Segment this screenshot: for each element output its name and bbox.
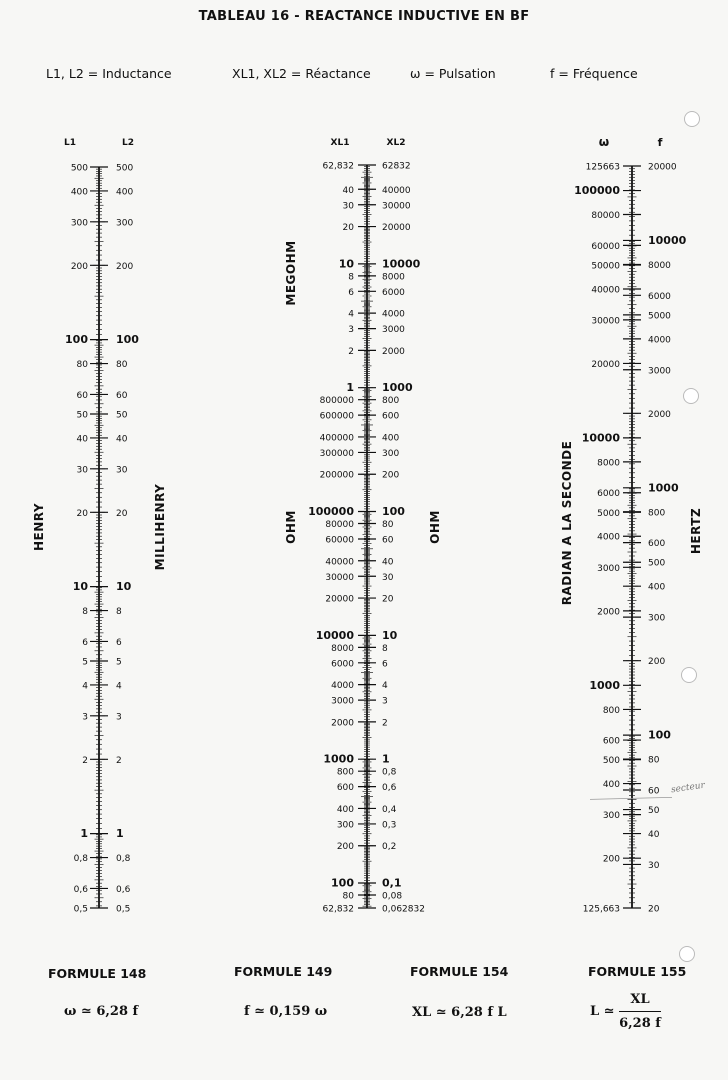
tick-label-left: 800 [336, 767, 354, 778]
tick-label-left: 8000 [331, 643, 354, 654]
unit-megohm: MEGOHM [284, 240, 298, 306]
tick-label-left: 400000 [319, 433, 354, 444]
tick-label-left: 60000 [325, 535, 354, 546]
tick-label-right: 5 [116, 657, 122, 668]
tick-label-right: 200 [116, 261, 134, 272]
tick-label-left: 30000 [591, 316, 620, 327]
tick-label-left: 10000 [581, 431, 620, 445]
tick-label-right: 0,6 [382, 783, 397, 794]
tick-label-right: 4 [382, 681, 388, 692]
punch-hole-3 [681, 667, 697, 683]
tick-label-left: 800000 [319, 396, 354, 407]
tick-label-right: 30 [382, 572, 394, 583]
tick-label-right: 6 [382, 659, 388, 670]
unit-ohm-left: OHM [284, 510, 298, 544]
tick-label-right: 30 [116, 465, 128, 476]
tick-label-left: 100000 [574, 184, 620, 198]
tick-label-right: 60 [116, 390, 128, 401]
tick-label-left: 40 [76, 434, 88, 445]
tick-label-left: 3000 [331, 696, 354, 707]
col-header-f: f [657, 136, 663, 149]
tick-label-left: 300 [336, 820, 354, 831]
tick-label-right: 80 [116, 360, 128, 371]
tick-label-left: 6000 [597, 489, 620, 500]
tick-label-right: 3 [382, 696, 388, 707]
tick-label-right: 50 [648, 806, 660, 817]
tick-label-left: 500 [70, 163, 88, 174]
formula-154-label: FORMULE 154 [410, 964, 509, 979]
tick-label-right: 8000 [648, 260, 671, 271]
tick-label-right: 40 [648, 830, 660, 841]
tick-label-left: 62,832 [322, 904, 354, 915]
legend-frequence: f = Fréquence [550, 66, 638, 81]
tick-label-right: 40 [382, 557, 394, 568]
tick-label-left: 5 [82, 657, 88, 668]
tick-label-right: 0,2 [382, 842, 397, 853]
tick-label-left: 80000 [325, 520, 354, 531]
tick-label-right: 300 [116, 218, 134, 229]
tick-label-left: 400 [70, 187, 88, 198]
tick-label-left: 50 [76, 410, 88, 421]
formula-155-lhs: L ≃ [590, 1004, 615, 1019]
tick-label-left: 20000 [325, 594, 354, 605]
tick-label-right: 400 [116, 187, 134, 198]
tick-label-right: 8 [382, 643, 388, 654]
legend-pulsation: ω = Pulsation [410, 66, 496, 81]
tick-label-left: 40000 [591, 285, 620, 296]
tick-label-right: 0,3 [382, 820, 397, 831]
tick-label-left: 800 [602, 705, 620, 716]
formula-155-label: FORMULE 155 [588, 964, 687, 979]
tick-label-right: 8000 [382, 272, 405, 283]
tick-label-left: 100 [65, 333, 88, 347]
tick-label-right: 20 [116, 508, 128, 519]
tick-label-left: 0,8 [73, 854, 88, 865]
tick-label-left: 300 [70, 218, 88, 229]
tick-label-right: 1 [382, 752, 390, 766]
tick-label-left: 8 [348, 272, 354, 283]
formula-155-denominator: 6,28 f [619, 1016, 661, 1031]
tick-label-left: 80000 [591, 211, 620, 222]
tick-label-left: 60 [76, 390, 88, 401]
formula-148-expr: ω ≃ 6,28 f [64, 1004, 139, 1019]
tick-label-left: 5000 [597, 508, 620, 519]
tick-label-left: 3 [348, 325, 354, 336]
tick-label-left: 4 [82, 681, 88, 692]
tick-label-right: 4 [116, 681, 122, 692]
tick-label-left: 62,832 [322, 161, 354, 172]
unit-henry: HENRY [32, 502, 46, 552]
tick-label-left: 60000 [591, 241, 620, 252]
tick-label-left: 0,5 [73, 904, 88, 915]
tick-label-left: 200 [602, 854, 620, 865]
tick-label-right: 200 [382, 470, 400, 481]
tick-label-right: 20 [648, 904, 660, 915]
tick-label-left: 100 [331, 876, 354, 890]
formula-155-fraction [619, 992, 661, 1031]
tick-label-right: 100 [382, 505, 405, 519]
tick-label-right: 3 [116, 712, 122, 723]
tick-label-left: 8000 [597, 458, 620, 469]
tick-label-left: 3000 [597, 563, 620, 574]
tick-label-right: 10000 [382, 257, 421, 271]
tick-label-right: 6000 [648, 291, 671, 302]
tick-label-right: 3000 [382, 325, 405, 336]
tick-label-right: 6000 [382, 287, 405, 298]
tick-label-left: 6 [82, 637, 88, 648]
tick-label-left: 10 [72, 580, 88, 594]
unit-hertz: HERTZ [689, 507, 703, 555]
tick-label-right: 2 [382, 718, 388, 729]
tick-label-right: 600 [382, 411, 400, 422]
tick-label-left: 80 [342, 891, 354, 902]
tick-label-left: 20 [76, 508, 88, 519]
tick-label-right: 1000 [648, 481, 679, 495]
formula-155-expr [590, 992, 661, 1031]
tick-label-right: 800 [648, 508, 666, 519]
col-header-xl2: XL2 [386, 138, 406, 148]
formula-149-label: FORMULE 149 [234, 964, 333, 979]
tick-label-right: 400 [382, 433, 400, 444]
page-title: TABLEAU 16 - REACTANCE INDUCTIVE EN BF [198, 9, 530, 24]
tick-label-right: 1 [116, 827, 124, 841]
tick-label-right: 4000 [382, 309, 405, 320]
tick-label-left: 2000 [597, 607, 620, 618]
tick-label-left: 200000 [319, 470, 354, 481]
tick-label-left: 600000 [319, 411, 354, 422]
tick-label-left: 1 [80, 827, 88, 841]
tick-label-left: 100000 [308, 505, 354, 519]
handwritten-note: secteur [670, 780, 706, 796]
tick-label-right: 8 [116, 607, 122, 618]
tick-label-left: 400 [602, 780, 620, 791]
tick-label-left: 6 [348, 287, 354, 298]
tick-label-left: 30 [76, 465, 88, 476]
tick-label-right: 10 [382, 628, 398, 642]
tick-label-left: 500 [602, 756, 620, 767]
unit-millihenry: MILLIHENRY [153, 483, 167, 571]
unit-ohm-right: OHM [428, 510, 442, 544]
tick-label-left: 2 [82, 755, 88, 766]
tick-label-left: 50000 [591, 261, 620, 272]
tick-label-right: 0,062832 [382, 904, 425, 915]
tick-label-left: 30 [342, 201, 354, 212]
tick-label-right: 10 [116, 580, 132, 594]
tick-label-right: 20 [382, 594, 394, 605]
tick-label-right: 200 [648, 657, 666, 668]
tick-label-right: 800 [382, 396, 400, 407]
legend-reactance: XL1, XL2 = Réactance [232, 66, 371, 81]
tick-label-right: 100 [116, 333, 139, 347]
tick-label-right: 60 [382, 535, 394, 546]
tick-label-left: 2 [348, 346, 354, 357]
tick-label-right: 30000 [382, 201, 411, 212]
tick-label-left: 4000 [597, 532, 620, 543]
tick-label-left: 3 [82, 712, 88, 723]
tick-label-left: 1000 [589, 678, 620, 692]
tick-label-left: 0,6 [73, 884, 88, 895]
tick-label-left: 20000 [591, 359, 620, 370]
tick-label-right: 0,8 [116, 854, 131, 865]
legend-inductance: L1, L2 = Inductance [46, 66, 172, 81]
formula-148-label: FORMULE 148 [48, 966, 147, 981]
tick-label-right: 0,8 [382, 767, 397, 778]
tick-label-left: 2000 [331, 718, 354, 729]
tick-label-left: 8 [82, 607, 88, 618]
col-header-l1: L1 [64, 138, 76, 148]
tick-label-right: 2000 [648, 409, 671, 420]
tick-label-right: 0,08 [382, 891, 403, 902]
tick-label-left: 80 [76, 360, 88, 371]
formula-154-expr: XL ≃ 6,28 f L [412, 1005, 507, 1020]
tick-label-right: 20000 [648, 162, 677, 173]
tick-label-right: 5000 [648, 311, 671, 322]
tick-label-right: 80 [648, 755, 660, 766]
tick-label-right: 500 [648, 558, 666, 569]
tick-label-right: 40000 [382, 185, 411, 196]
tick-label-right: 10000 [648, 233, 687, 247]
tick-label-right: 500 [116, 163, 134, 174]
tick-label-right: 50 [116, 410, 128, 421]
punch-hole-2 [683, 388, 699, 404]
tick-label-left: 125,663 [582, 904, 620, 915]
punch-hole-4 [679, 946, 695, 962]
tick-label-left: 40 [342, 185, 354, 196]
tick-label-right: 100 [648, 728, 671, 742]
tick-label-left: 600 [336, 783, 354, 794]
unit-radian: RADIAN A LA SECONDE [560, 440, 574, 606]
tick-label-right: 2000 [382, 346, 405, 357]
tick-label-left: 4 [348, 309, 354, 320]
tick-label-left: 4000 [331, 681, 354, 692]
tick-label-left: 10000 [315, 628, 354, 642]
tick-label-right: 2 [116, 755, 122, 766]
tick-label-left: 200 [70, 261, 88, 272]
tick-label-right: 40 [116, 434, 128, 445]
tick-label-left: 20 [342, 223, 354, 234]
tick-label-left: 125663 [585, 162, 620, 173]
tick-label-right: 60 [648, 786, 660, 797]
tick-label-left: 1000 [323, 752, 354, 766]
tick-label-left: 40000 [325, 557, 354, 568]
tick-label-right: 300 [382, 448, 400, 459]
tick-label-right: 30 [648, 860, 660, 871]
tick-label-right: 62832 [382, 161, 411, 172]
tick-label-left: 1 [346, 381, 354, 395]
tick-label-right: 4000 [648, 335, 671, 346]
tick-label-left: 600 [602, 736, 620, 747]
tick-label-right: 600 [648, 539, 666, 550]
tick-label-left: 400 [336, 804, 354, 815]
formula-149-expr: f ≃ 0,159 ω [244, 1004, 328, 1019]
col-header-omega: ω [598, 135, 610, 149]
formula-155-numerator: XL [619, 992, 661, 1012]
tick-label-right: 300 [648, 613, 666, 624]
tick-label-right: 6 [116, 637, 122, 648]
tick-label-left: 6000 [331, 659, 354, 670]
tick-label-right: 20000 [382, 223, 411, 234]
tick-label-right: 400 [648, 582, 666, 593]
col-header-xl1: XL1 [330, 138, 350, 148]
punch-hole-1 [684, 111, 700, 127]
tick-label-right: 0,1 [382, 876, 402, 890]
tick-label-right: 0,4 [382, 804, 397, 815]
tick-label-left: 300000 [319, 448, 354, 459]
tick-label-left: 200 [336, 842, 354, 853]
tick-label-right: 0,6 [116, 884, 131, 895]
col-header-l2: L2 [122, 138, 134, 148]
tick-label-right: 80 [382, 520, 394, 531]
tick-label-right: 3000 [648, 366, 671, 377]
tick-label-right: 1000 [382, 381, 413, 395]
tick-label-left: 10 [338, 257, 354, 271]
tick-label-right: 0,5 [116, 904, 131, 915]
tick-label-left: 300 [602, 811, 620, 822]
tick-label-left: 30000 [325, 572, 354, 583]
